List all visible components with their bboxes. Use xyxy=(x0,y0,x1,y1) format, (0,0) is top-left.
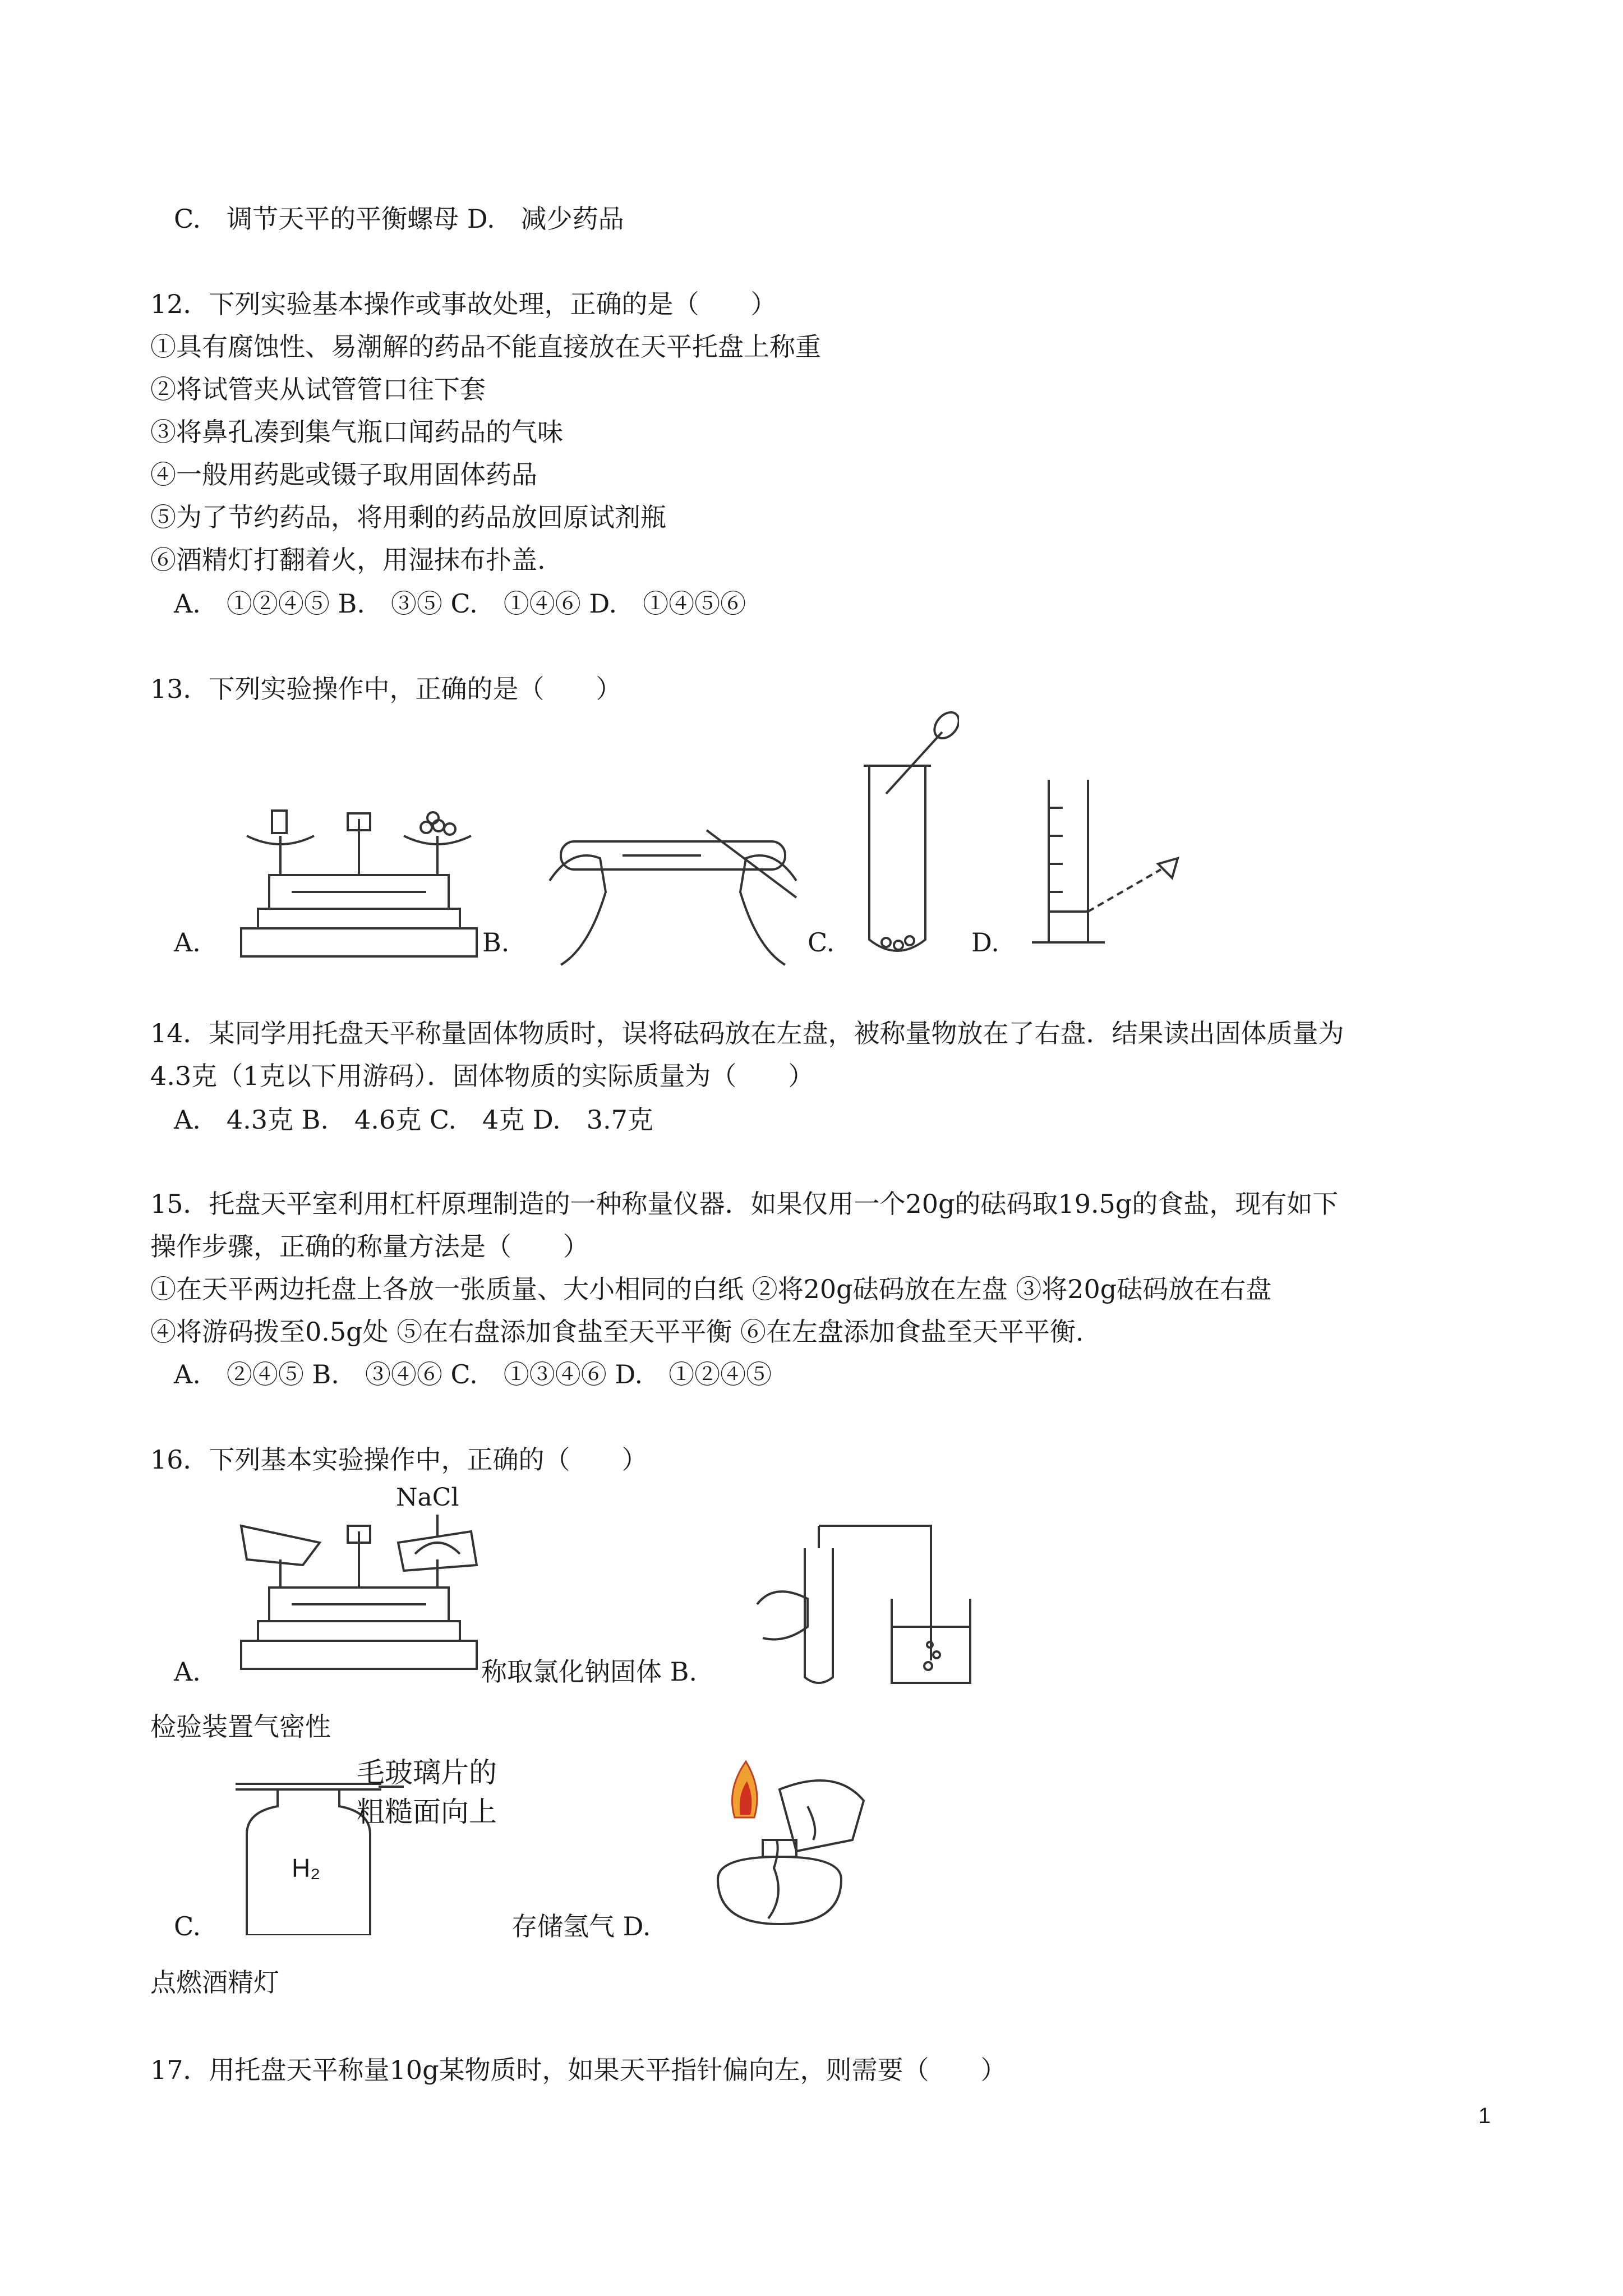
q16-caption-a: 称取氯化钠固体 B. xyxy=(481,1657,698,1687)
measuring-cylinder-figure-d xyxy=(1032,774,1200,959)
q12-item-5: ⑤为了节约药品，将用剩的药品放回原试剂瓶 xyxy=(150,502,666,532)
q13-label-a: A. xyxy=(174,927,201,958)
q16-caption-c: 存储氢气 D. xyxy=(511,1911,651,1941)
dropper-tube-figure-c xyxy=(858,710,959,962)
q16-label-a: A. xyxy=(174,1657,201,1687)
page-number: 1 xyxy=(1478,2104,1491,2128)
q16-label-c: C. xyxy=(174,1911,201,1941)
note-line-2: 粗糙面向上 xyxy=(357,1796,497,1828)
q13-label-c: C. xyxy=(808,927,835,958)
note-line-1: 毛玻璃片的 xyxy=(357,1756,497,1789)
airtight-check-figure-b xyxy=(751,1515,993,1688)
q17-stem: 17．用托盘天平称量10g某物质时，如果天平指针偏向左，则需要（ ） xyxy=(150,2055,1007,2085)
q12-item-3: ③将鼻孔凑到集气瓶口闻药品的气味 xyxy=(150,417,563,447)
q13-stem: 13．下列实验操作中，正确的是（ ） xyxy=(150,674,622,704)
balance-figure-a xyxy=(236,797,482,965)
q15-stem-line1: 15．托盘天平室利用杠杆原理制造的一种称量仪器．如果仅用一个20g的砝码取19.5g的食盐，现有如下 xyxy=(150,1189,1339,1219)
q12-item-4: ④一般用药匙或镊子取用固体药品 xyxy=(150,459,537,490)
q14-stem-line2: 4.3克（1克以下用游码）．固体物质的实际质量为（ ） xyxy=(150,1061,814,1091)
q16-caption-b: 检验装置气密性 xyxy=(150,1711,331,1742)
q16-caption-d: 点燃酒精灯 xyxy=(150,1967,279,1998)
alcohol-lamp-figure-d xyxy=(695,1756,875,1935)
q12-stem: 12．下列实验基本操作或事故处理，正确的是（ ） xyxy=(150,289,777,319)
q14-options: A. 4.3克 B. 4.6克 C. 4克 D. 3.7克 xyxy=(174,1105,653,1135)
q12-item-6: ⑥酒精灯打翻着火，用湿抹布扑盖. xyxy=(150,545,546,575)
q13-label-b: B. xyxy=(482,927,510,958)
bottle-h2-label: H₂ xyxy=(292,1853,321,1883)
q15-steps-line2: ④将游码拨至0.5g处 ⑤在右盘添加食盐至天平平衡 ⑥在左盘添加食盐至天平平衡. xyxy=(150,1317,1084,1347)
q12-item-2: ②将试管夹从试管管口往下套 xyxy=(150,374,486,404)
q14-stem-line1: 14．某同学用托盘天平称量固体物质时，误将砝码放在左盘，被称量物放在了右盘．结果读出固体质量为 xyxy=(150,1018,1344,1048)
q12-item-1: ①具有腐蚀性、易潮解的药品不能直接放在天平托盘上称重 xyxy=(150,332,821,362)
q15-steps-line1: ①在天平两边托盘上各放一张质量、大小相同的白纸 ②将20g砝码放在左盘 ③将20g砝码放在右盘 xyxy=(150,1274,1272,1304)
q16-stem: 16．下列基本实验操作中，正确的（ ） xyxy=(150,1444,648,1475)
balance-nacl-figure-a xyxy=(236,1509,482,1677)
nacl-label: NaCl xyxy=(396,1483,459,1512)
q13-label-d: D. xyxy=(971,927,999,958)
test-tube-hands-figure-b xyxy=(538,808,808,970)
q15-options: A. ②④⑤ B. ③④⑥ C. ①③④⑥ D. ①②④⑤ xyxy=(174,1359,772,1389)
q12-options: A. ①②④⑤ B. ③⑤ C. ①④⑥ D. ①④⑤⑥ xyxy=(174,588,746,619)
q11-options: C. 调节天平的平衡螺母 D. 减少药品 xyxy=(174,204,624,234)
q15-stem-line2: 操作步骤，正确的称量方法是（ ） xyxy=(150,1231,589,1262)
